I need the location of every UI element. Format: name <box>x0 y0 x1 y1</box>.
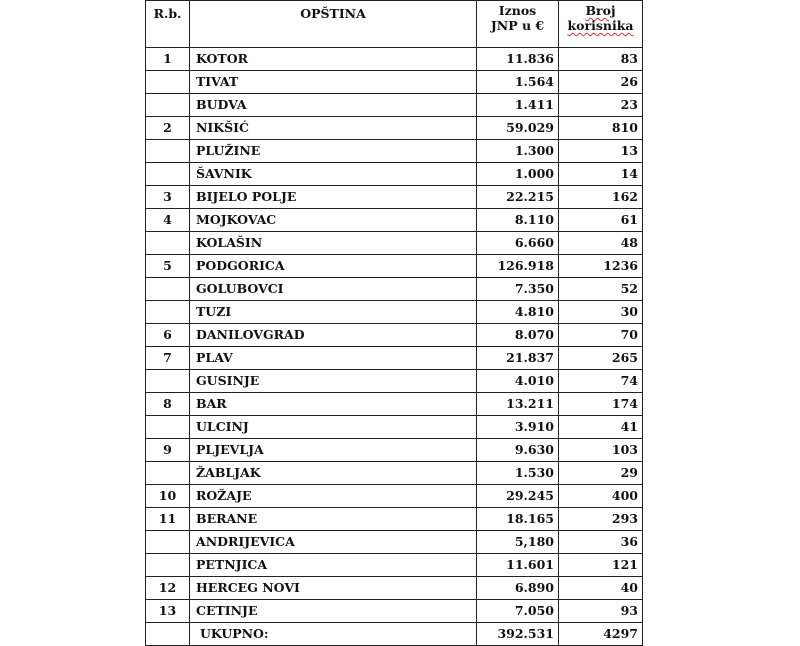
row-broj: 810 <box>559 117 643 140</box>
row-iznos: 126.918 <box>477 255 559 278</box>
row-iznos: 4.810 <box>477 301 559 324</box>
row-iznos: 18.165 <box>477 508 559 531</box>
row-rb: 9 <box>146 439 190 462</box>
row-iznos: 7.050 <box>477 600 559 623</box>
row-broj: 121 <box>559 554 643 577</box>
row-opstina: BAR <box>190 393 477 416</box>
row-opstina: KOTOR <box>190 48 477 71</box>
total-rb-cell <box>146 623 190 646</box>
table-row <box>146 439 643 462</box>
header-iznos <box>477 1 559 48</box>
table-row <box>146 278 643 301</box>
row-broj: 29 <box>559 462 643 485</box>
row-broj: 74 <box>559 370 643 393</box>
table-row <box>146 209 643 232</box>
row-opstina: TUZI <box>190 301 477 324</box>
row-rb <box>146 140 190 163</box>
row-rb: 5 <box>146 255 190 278</box>
row-opstina: HERCEG NOVI <box>190 577 477 600</box>
row-rb <box>146 163 190 186</box>
row-opstina: PLJEVLJA <box>190 439 477 462</box>
total-label: UKUPNO: <box>190 623 477 646</box>
row-rb <box>146 71 190 94</box>
row-rb: 13 <box>146 600 190 623</box>
municipality-table <box>145 0 643 646</box>
header-broj-line1: Broj <box>585 3 616 18</box>
row-broj: 162 <box>559 186 643 209</box>
row-broj: 83 <box>559 48 643 71</box>
row-iznos: 1.564 <box>477 71 559 94</box>
row-rb: 12 <box>146 577 190 600</box>
row-iznos: 9.630 <box>477 439 559 462</box>
table-row <box>146 462 643 485</box>
row-broj: 13 <box>559 140 643 163</box>
header-iznos-line2: JNP u € <box>490 18 545 33</box>
row-iznos: 11.836 <box>477 48 559 71</box>
row-rb: 1 <box>146 48 190 71</box>
row-broj: 61 <box>559 209 643 232</box>
table-row <box>146 94 643 117</box>
row-rb: 2 <box>146 117 190 140</box>
row-broj: 36 <box>559 531 643 554</box>
row-opstina: KOLAŠIN <box>190 232 477 255</box>
row-opstina: ROŽAJE <box>190 485 477 508</box>
table-row <box>146 71 643 94</box>
table-row <box>146 324 643 347</box>
row-iznos: 6.660 <box>477 232 559 255</box>
table-header-row <box>146 1 643 48</box>
row-rb <box>146 94 190 117</box>
row-opstina: PODGORICA <box>190 255 477 278</box>
row-opstina: ANDRIJEVICA <box>190 531 477 554</box>
row-broj: 48 <box>559 232 643 255</box>
row-opstina: PLAV <box>190 347 477 370</box>
row-broj: 30 <box>559 301 643 324</box>
table-row <box>146 531 643 554</box>
header-opstina: OPŠTINA <box>190 1 477 48</box>
total-iznos: 392.531 <box>477 623 559 646</box>
row-opstina: BERANE <box>190 508 477 531</box>
header-broj <box>559 1 643 48</box>
row-broj: 40 <box>559 577 643 600</box>
table-row <box>146 577 643 600</box>
row-opstina: ULCINJ <box>190 416 477 439</box>
row-rb <box>146 278 190 301</box>
row-opstina: ŠAVNIK <box>190 163 477 186</box>
table-row <box>146 163 643 186</box>
row-broj: 26 <box>559 71 643 94</box>
table-row <box>146 347 643 370</box>
row-broj: 14 <box>559 163 643 186</box>
row-rb: 6 <box>146 324 190 347</box>
table-row <box>146 186 643 209</box>
table-row <box>146 393 643 416</box>
row-iznos: 6.890 <box>477 577 559 600</box>
row-iznos: 1.300 <box>477 140 559 163</box>
row-broj: 400 <box>559 485 643 508</box>
row-iznos: 1.411 <box>477 94 559 117</box>
row-opstina: MOJKOVAC <box>190 209 477 232</box>
table-row <box>146 48 643 71</box>
row-rb: 7 <box>146 347 190 370</box>
row-rb <box>146 370 190 393</box>
table-row <box>146 232 643 255</box>
row-iznos: 3.910 <box>477 416 559 439</box>
table-row <box>146 600 643 623</box>
row-iznos: 5,180 <box>477 531 559 554</box>
row-iznos: 4.010 <box>477 370 559 393</box>
row-rb <box>146 301 190 324</box>
row-broj: 1236 <box>559 255 643 278</box>
table-row <box>146 416 643 439</box>
table-row <box>146 255 643 278</box>
row-opstina: NIKŠIĆ <box>190 117 477 140</box>
row-opstina: CETINJE <box>190 600 477 623</box>
total-row <box>146 623 643 646</box>
row-iznos: 29.245 <box>477 485 559 508</box>
table-row <box>146 485 643 508</box>
header-iznos-line1: Iznos <box>498 3 537 18</box>
row-rb <box>146 531 190 554</box>
row-iznos: 7.350 <box>477 278 559 301</box>
row-broj: 103 <box>559 439 643 462</box>
row-rb <box>146 232 190 255</box>
row-iznos: 21.837 <box>477 347 559 370</box>
header-broj-line2: korisnika <box>567 18 634 33</box>
row-broj: 41 <box>559 416 643 439</box>
table-row <box>146 508 643 531</box>
table-row <box>146 554 643 577</box>
table-body <box>146 48 643 623</box>
table-row <box>146 370 643 393</box>
row-opstina: GOLUBOVCI <box>190 278 477 301</box>
row-rb <box>146 462 190 485</box>
row-rb <box>146 416 190 439</box>
row-iznos: 8.070 <box>477 324 559 347</box>
row-rb: 4 <box>146 209 190 232</box>
row-broj: 23 <box>559 94 643 117</box>
row-opstina: BIJELO POLJE <box>190 186 477 209</box>
row-opstina: PETNJICA <box>190 554 477 577</box>
row-opstina: GUSINJE <box>190 370 477 393</box>
row-broj: 70 <box>559 324 643 347</box>
row-iznos: 1.530 <box>477 462 559 485</box>
row-iznos: 59.029 <box>477 117 559 140</box>
table-row <box>146 301 643 324</box>
row-iznos: 13.211 <box>477 393 559 416</box>
row-opstina: TIVAT <box>190 71 477 94</box>
row-opstina: DANILOVGRAD <box>190 324 477 347</box>
row-rb: 10 <box>146 485 190 508</box>
row-rb: 8 <box>146 393 190 416</box>
row-opstina: BUDVA <box>190 94 477 117</box>
row-broj: 52 <box>559 278 643 301</box>
row-iznos: 8.110 <box>477 209 559 232</box>
row-opstina: PLUŽINE <box>190 140 477 163</box>
row-rb <box>146 554 190 577</box>
total-broj: 4297 <box>559 623 643 646</box>
row-iznos: 1.000 <box>477 163 559 186</box>
row-opstina: ŽABLJAK <box>190 462 477 485</box>
row-broj: 93 <box>559 600 643 623</box>
row-iznos: 11.601 <box>477 554 559 577</box>
row-broj: 174 <box>559 393 643 416</box>
row-broj: 265 <box>559 347 643 370</box>
row-rb: 11 <box>146 508 190 531</box>
row-rb: 3 <box>146 186 190 209</box>
row-broj: 293 <box>559 508 643 531</box>
row-iznos: 22.215 <box>477 186 559 209</box>
table-row <box>146 140 643 163</box>
table-row <box>146 117 643 140</box>
header-rb: R.b. <box>146 1 190 48</box>
